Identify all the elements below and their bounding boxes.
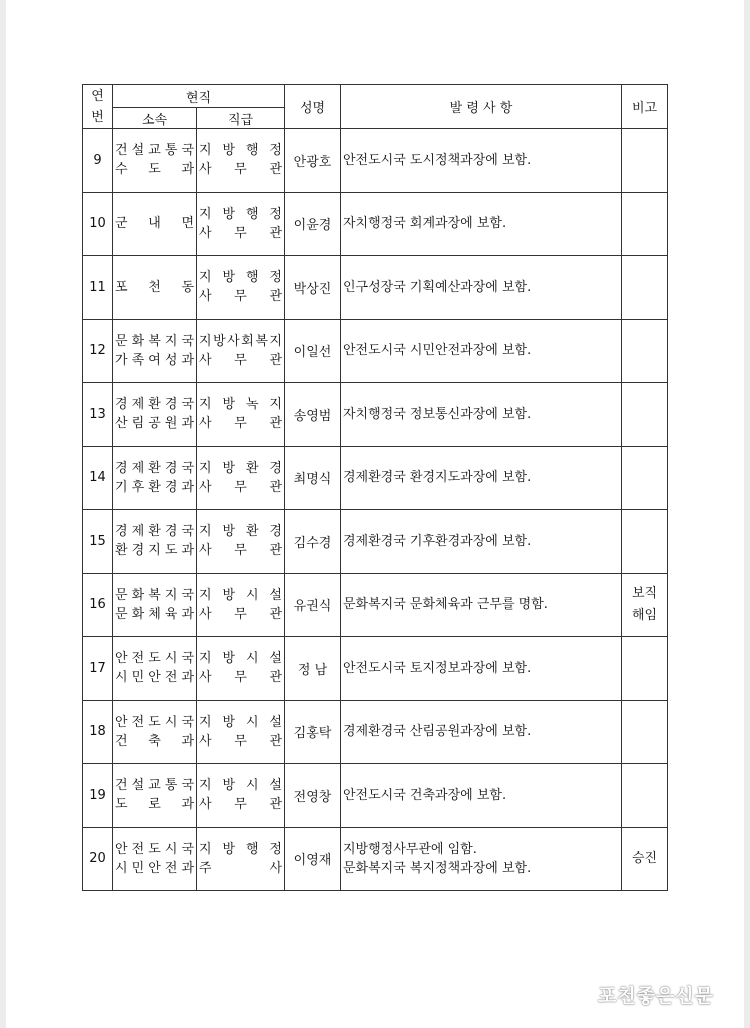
current-unit: 안 전 도 시 국 건 축 과 bbox=[113, 700, 197, 764]
remark bbox=[622, 700, 668, 764]
row-number: 17 bbox=[83, 637, 113, 701]
current-rank: 지 방 시 설 사 무 관 bbox=[197, 700, 285, 764]
table-row bbox=[83, 446, 668, 510]
current-rank: 지 방 환 경 사 무 관 bbox=[197, 510, 285, 574]
current-unit: 문 화 복 지 국 문 화 체 육 과 bbox=[113, 573, 197, 637]
appointment-order: 안전도시국 토지정보과장에 보함. bbox=[341, 637, 622, 701]
header-rank: 직급 bbox=[197, 108, 285, 129]
table-row bbox=[83, 510, 668, 574]
current-unit: 안 전 도 시 국 시 민 안 전 과 bbox=[113, 827, 197, 891]
row-number: 14 bbox=[83, 446, 113, 510]
row-number: 10 bbox=[83, 192, 113, 256]
remark: 승진 bbox=[622, 827, 668, 891]
table-row bbox=[83, 764, 668, 828]
remark bbox=[622, 192, 668, 256]
table-row bbox=[83, 256, 668, 320]
current-unit: 문 화 복 지 국 가 족 여 성 과 bbox=[113, 319, 197, 383]
current-unit: 건 설 교 통 국 도 로 과 bbox=[113, 764, 197, 828]
header-no: 연 번 bbox=[83, 85, 113, 129]
appointment-order: 경제환경국 환경지도과장에 보함. bbox=[341, 446, 622, 510]
appointment-order: 자치행정국 회계과장에 보함. bbox=[341, 192, 622, 256]
person-name: 이윤경 bbox=[285, 192, 341, 256]
current-unit: 건 설 교 통 국 수 도 과 bbox=[113, 129, 197, 193]
remark bbox=[622, 446, 668, 510]
current-rank: 지 방 시 설 사 무 관 bbox=[197, 637, 285, 701]
table-row bbox=[83, 827, 668, 891]
document-page bbox=[6, 0, 744, 1028]
appointment-order: 지방행정사무관에 임함. 문화복지국 복지정책과장에 보함. bbox=[341, 827, 622, 891]
person-name: 전영창 bbox=[285, 764, 341, 828]
person-name: 김수경 bbox=[285, 510, 341, 574]
table-row bbox=[83, 192, 668, 256]
appointment-order: 자치행정국 정보통신과장에 보함. bbox=[341, 383, 622, 447]
table-row bbox=[83, 319, 668, 383]
current-unit: 군 내 면 bbox=[113, 192, 197, 256]
personnel-order-table bbox=[82, 84, 668, 891]
table-row bbox=[83, 700, 668, 764]
header-order: 발 령 사 항 bbox=[341, 85, 622, 129]
current-rank: 지 방 시 설 사 무 관 bbox=[197, 573, 285, 637]
remark bbox=[622, 256, 668, 320]
appointment-order: 안전도시국 시민안전과장에 보함. bbox=[341, 319, 622, 383]
table-body bbox=[83, 129, 668, 891]
current-rank: 지 방 시 설 사 무 관 bbox=[197, 764, 285, 828]
header-name: 성명 bbox=[285, 85, 341, 129]
appointment-order: 안전도시국 도시정책과장에 보함. bbox=[341, 129, 622, 193]
appointment-order: 경제환경국 기후환경과장에 보함. bbox=[341, 510, 622, 574]
remark bbox=[622, 764, 668, 828]
person-name: 박상진 bbox=[285, 256, 341, 320]
row-number: 13 bbox=[83, 383, 113, 447]
remark bbox=[622, 637, 668, 701]
current-unit: 안 전 도 시 국 시 민 안 전 과 bbox=[113, 637, 197, 701]
current-rank: 지 방 녹 지 사 무 관 bbox=[197, 383, 285, 447]
current-unit: 경 제 환 경 국 환 경 지 도 과 bbox=[113, 510, 197, 574]
header-remark: 비고 bbox=[622, 85, 668, 129]
row-number: 20 bbox=[83, 827, 113, 891]
person-name: 이영재 bbox=[285, 827, 341, 891]
appointment-order: 문화복지국 문화체육과 근무를 명함. bbox=[341, 573, 622, 637]
table-row bbox=[83, 573, 668, 637]
current-rank: 지 방 행 정 사 무 관 bbox=[197, 129, 285, 193]
person-name: 유권식 bbox=[285, 573, 341, 637]
person-name: 송영범 bbox=[285, 383, 341, 447]
remark bbox=[622, 510, 668, 574]
header-unit: 소속 bbox=[113, 108, 197, 129]
header-current: 현직 bbox=[113, 85, 285, 108]
row-number: 11 bbox=[83, 256, 113, 320]
remark bbox=[622, 319, 668, 383]
row-number: 12 bbox=[83, 319, 113, 383]
current-rank: 지 방 환 경 사 무 관 bbox=[197, 446, 285, 510]
person-name: 김홍탁 bbox=[285, 700, 341, 764]
row-number: 19 bbox=[83, 764, 113, 828]
row-number: 18 bbox=[83, 700, 113, 764]
watermark-logo: 포천좋은신문 bbox=[597, 985, 714, 1007]
table-row bbox=[83, 129, 668, 193]
remark bbox=[622, 129, 668, 193]
table-row bbox=[83, 637, 668, 701]
row-number: 9 bbox=[83, 129, 113, 193]
person-name: 정 남 bbox=[285, 637, 341, 701]
person-name: 안광호 bbox=[285, 129, 341, 193]
remark: 보직 해임 bbox=[622, 573, 668, 637]
person-name: 최명식 bbox=[285, 446, 341, 510]
remark bbox=[622, 383, 668, 447]
current-unit: 포 천 동 bbox=[113, 256, 197, 320]
appointment-order: 경제환경국 산림공원과장에 보함. bbox=[341, 700, 622, 764]
current-rank: 지 방 사 회 복 지 사 무 관 bbox=[197, 319, 285, 383]
current-unit: 경 제 환 경 국 산 림 공 원 과 bbox=[113, 383, 197, 447]
person-name: 이일선 bbox=[285, 319, 341, 383]
current-rank: 지 방 행 정 사 무 관 bbox=[197, 192, 285, 256]
table-row bbox=[83, 383, 668, 447]
appointment-order: 안전도시국 건축과장에 보함. bbox=[341, 764, 622, 828]
row-number: 15 bbox=[83, 510, 113, 574]
row-number: 16 bbox=[83, 573, 113, 637]
current-rank: 지 방 행 정 사 무 관 bbox=[197, 256, 285, 320]
current-rank: 지 방 행 정 주 사 bbox=[197, 827, 285, 891]
current-unit: 경 제 환 경 국 기 후 환 경 과 bbox=[113, 446, 197, 510]
appointment-order: 인구성장국 기획예산과장에 보함. bbox=[341, 256, 622, 320]
